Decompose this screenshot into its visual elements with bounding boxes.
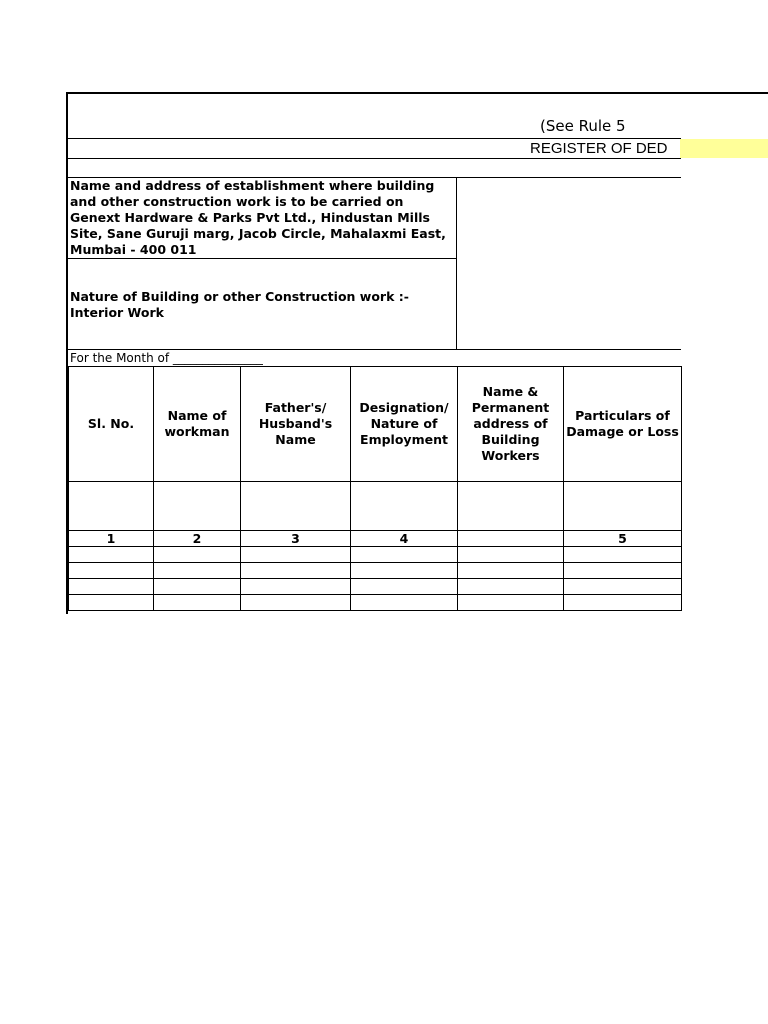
- month-field: For the Month of _______________: [70, 351, 263, 365]
- nature-of-work: Nature of Building or other Construction work :- Interior Work: [70, 289, 409, 320]
- table-cell[interactable]: [154, 595, 241, 611]
- table-cell[interactable]: [351, 547, 458, 563]
- column-number: 5: [564, 531, 682, 547]
- table-cell[interactable]: [564, 563, 682, 579]
- table-cell[interactable]: [69, 482, 154, 531]
- table-cell[interactable]: [241, 547, 351, 563]
- header-sl-no: Sl. No.: [69, 367, 154, 482]
- table-cell[interactable]: [458, 547, 564, 563]
- register-table: [68, 366, 682, 611]
- divider-above-month: [68, 349, 681, 350]
- table-cell[interactable]: [154, 579, 241, 595]
- establishment-details: Name and address of establishment where building and other construction work is to be carried on Genext Hardware & Parks Pvt Ltd., Hindustan Mills Site, Sane Guruji marg, Jacob Circle, Mahalaxmi East, Mumbai - 400 011: [70, 178, 446, 257]
- table-header-row: [69, 367, 682, 482]
- table-cell[interactable]: [564, 547, 682, 563]
- header-particulars-damage: Particulars of Damage or Loss: [564, 367, 682, 482]
- register-title: REGISTER OF DED: [530, 140, 668, 157]
- divider-below-title: [68, 158, 681, 159]
- title-highlight: [680, 139, 768, 158]
- table-cell[interactable]: [351, 595, 458, 611]
- table-cell[interactable]: [564, 482, 682, 531]
- table-cell[interactable]: [69, 563, 154, 579]
- form-top-border: [66, 92, 768, 94]
- table-row: [69, 579, 682, 595]
- table-cell[interactable]: [458, 595, 564, 611]
- table-cell[interactable]: [69, 547, 154, 563]
- table-row: [69, 547, 682, 563]
- table-cell[interactable]: [564, 595, 682, 611]
- header-name-of-workman: Name of workman: [154, 367, 241, 482]
- table-cell[interactable]: [564, 579, 682, 595]
- column-number: 4: [351, 531, 458, 547]
- table-cell[interactable]: [458, 579, 564, 595]
- table-cell[interactable]: [241, 595, 351, 611]
- table-cell[interactable]: [154, 547, 241, 563]
- table-row: [69, 595, 682, 611]
- table-cell[interactable]: [241, 482, 351, 531]
- table-cell[interactable]: [458, 482, 564, 531]
- table-cell[interactable]: [458, 563, 564, 579]
- establishment-box-right-border: [456, 177, 457, 350]
- rule-reference: (See Rule 5: [540, 117, 626, 135]
- table-cell[interactable]: [351, 579, 458, 595]
- table-cell[interactable]: [69, 595, 154, 611]
- table-cell[interactable]: [351, 563, 458, 579]
- divider-establishment-nature: [68, 258, 456, 259]
- table-cell[interactable]: [241, 579, 351, 595]
- table-cell[interactable]: [241, 563, 351, 579]
- header-permanent-address: Name & Permanent address of Building Workers: [458, 367, 564, 482]
- column-number: 3: [241, 531, 351, 547]
- column-number: 2: [154, 531, 241, 547]
- table-cell[interactable]: [351, 482, 458, 531]
- column-number-row: [69, 531, 682, 547]
- table-row: [69, 563, 682, 579]
- table-row: [69, 482, 682, 531]
- column-number: 1: [69, 531, 154, 547]
- column-number: [458, 531, 564, 547]
- header-father-husband-name: Father's/ Husband's Name: [241, 367, 351, 482]
- header-designation: Designation/ Nature of Employment: [351, 367, 458, 482]
- table-cell[interactable]: [154, 563, 241, 579]
- table-cell[interactable]: [154, 482, 241, 531]
- table-cell[interactable]: [69, 579, 154, 595]
